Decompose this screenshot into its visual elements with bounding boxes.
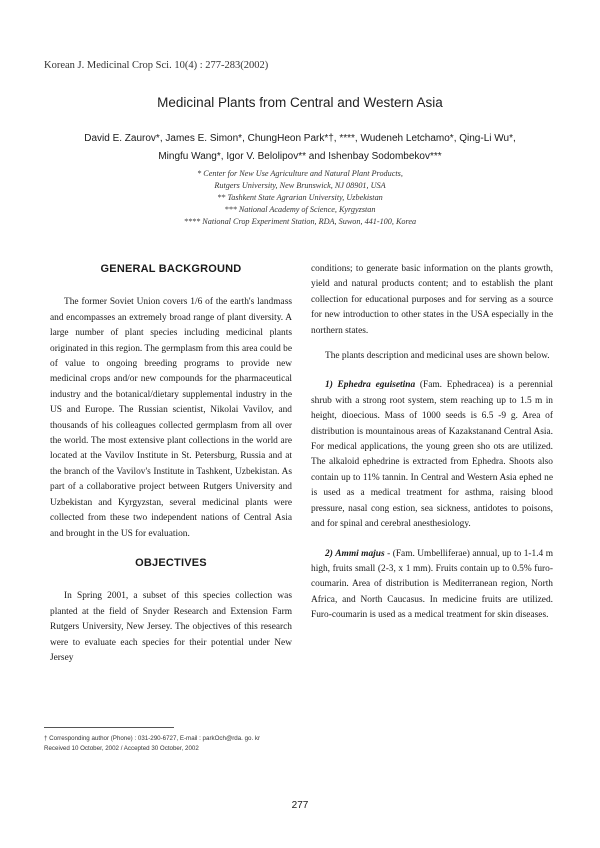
- author-list: [40, 130, 560, 166]
- plant-description: (Fam. Ephedracea) is a perennial shrub with a strong root system, stem reaching up to 1.5 m in height, dioecious. Mass of 1000 seeds is 6.5 -9 g. Area of distribution is mountainous areas of Kazakstanand Central Asia. For medical applications, the young green sho ots are utilized. The alkaloid ephedrine is extracted from Ephedra. Shoots also contain up to 11% tannin. In Central and Western Asia ephed ne is used as a medical treatment for asthma, raising blood pressure, nasal cong estion, sea sickness, antidotes to poisons, and for spinal and cerebral anesthesiology.: [311, 380, 553, 530]
- section-heading-objectives: OBJECTIVES: [135, 556, 207, 569]
- right-column: [311, 262, 553, 624]
- plant-entry-ephedra: [311, 378, 553, 532]
- plant-entry-ammi: [311, 547, 553, 624]
- paragraph: conditions; to generate basic information on the plants growth, yield and natural products content; and to establish the plant collection for educational purposes and for serving as a source for new introduction to other states in the USA especially in the northern states.: [311, 264, 553, 336]
- journal-reference: Korean J. Medicinal Crop Sci. 10(4) : 277-283(2002): [44, 60, 269, 71]
- affiliation-line: *** National Academy of Science, Kyrgyzstan: [224, 205, 376, 214]
- paragraph: The former Soviet Union covers 1/6 of the earth's landmass and encompasses an extremely broad range of plant diversity. A large number of plant species including medicinal plants originated in this region. The germplasm from this area could be of value to ongoing breeding programs to provide new medicinal crops and/or new compounds for the pharmaceutical industry and the botanical/dietary supplemental industry in the US and Europe. The Russian scientist, Nikolai Vavilov, and thousands of his colleagues collected germplasm from all over the world. The most extensive plant collections in the world are located at the Vavilov Institute in St. Petersburg, Russia and at the branch of the Vavilov's Institute in Tashkent, Uzbekistan. As part of a collaborative project between Rutgers University and Uzbekistan and Kyrgyzstan, several medicinal plants were collected from these two independent nations of Central Asia and brought in the US for evaluation.: [50, 297, 292, 539]
- affiliation-line: Rutgers University, New Brunswick, NJ 08901, USA: [214, 181, 386, 190]
- paper-title: Medicinal Plants from Central and Western Asia: [157, 95, 443, 110]
- affiliation-line: * Center for New Use Agriculture and Natural Plant Products,: [197, 169, 403, 178]
- section-heading-general-background: GENERAL BACKGROUND: [100, 263, 242, 275]
- plant-number: 2): [325, 548, 333, 559]
- footnote-contact: † Corresponding author (Phone) : 031-290-6727, E-mail : parkOch@rda. go. kr: [44, 735, 261, 742]
- paragraph: The plants description and medicinal uses are shown below.: [325, 351, 550, 362]
- affiliation-line: ** Tashkent State Agrarian University, Uzbekistan: [217, 193, 383, 202]
- footnote: [44, 734, 314, 754]
- footnote-dates: Received 10 October, 2002 / Accepted 30 October, 2002: [44, 745, 199, 752]
- left-column: [50, 262, 292, 666]
- plant-name: Ammi majus: [335, 548, 385, 559]
- plant-description: - (Fam. Umbelliferae) annual, up to 1-1.4 m high, fruits small (2-3, x 1 mm). Fruits contain up to 0.5% furo-coumarin. Area of distribution is Mediterranean region, North Africa, and North Caucasus. In medicine fruits are utilized. Furo-coumarin is used as a medical treatment for skin diseases.: [311, 548, 554, 621]
- plant-number: 1): [325, 380, 333, 391]
- page-number: 277: [291, 800, 309, 811]
- affiliations: [90, 168, 510, 228]
- author-line-1: David E. Zaurov*, James E. Simon*, ChungHeon Park*†, ****, Wudeneh Letchamo*, Qing-Li Wu*,: [84, 133, 516, 144]
- affiliation-line: **** National Crop Experiment Station, RDA, Suwon, 441-100, Korea: [183, 217, 417, 226]
- footnote-rule: [44, 727, 174, 728]
- plant-name: Ephedra eguisetina: [337, 380, 416, 391]
- paragraph: In Spring 2001, a subset of this species collection was planted at the field of Snyder Research and Extension Farm Rutgers University, New Jersey. The objectives of this research were to evaluate each species for their potential under New Jersey: [50, 591, 292, 663]
- author-line-2: Mingfu Wang*, Igor V. Belolipov** and Ishenbay Sodombekov***: [158, 151, 442, 162]
